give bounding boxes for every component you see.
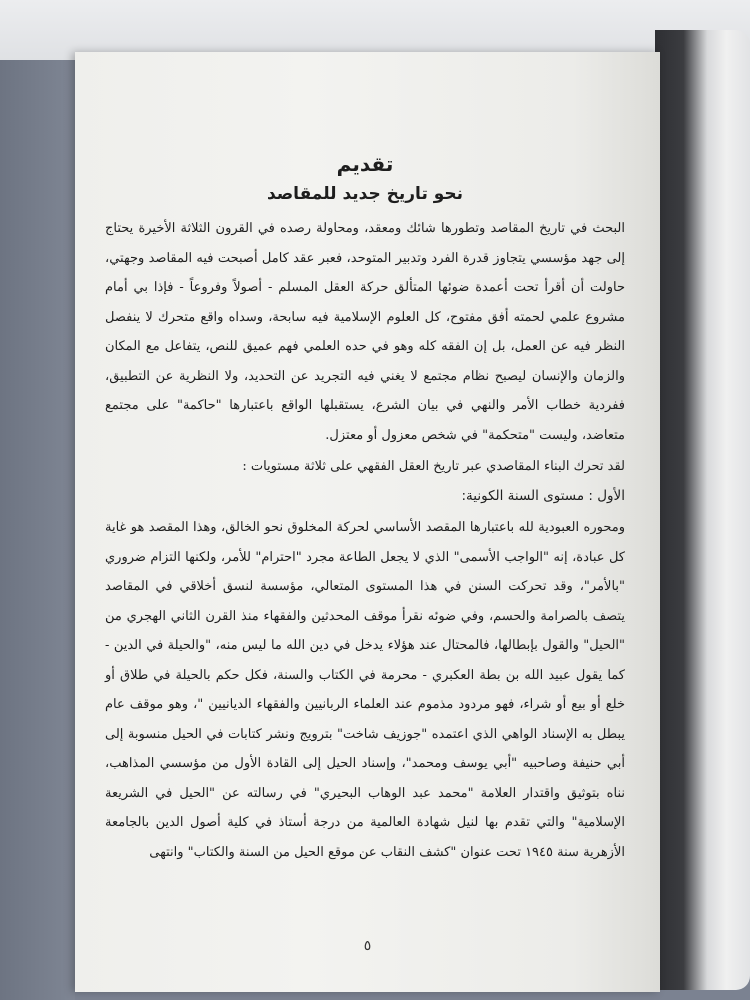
paragraph-intro: البحث في تاريخ المقاصد وتطورها شائك ومعقد، ومحاولة رصده في القرون الثلاثة الأخيرة يحتاج إلى جهد مؤسسي يتجاوز قدرة الفرد وتدبير المتوحد، فعبر عقد كامل أصبحت فيه المقاصد وجهتي، حاولت أن أقرأ تحت أعمدة ضوئها المتألق حركة العقل المسلم - أصولاً وفروعاً - فإذا بي أمام مشروع علمي لحمته أفق مفتوح، كل العلوم الإسلامية فيه سابحة، وسداه واقع متحرك لا ينفصل النظر فيه عن العمل، بل إن الفقه كله وهو في حده العلمي فهم عميق للنص، يتفاعل مع المكان والزمان والإنسان ليصبح نظام مجتمع لا يغني فيه التجريد عن التحديد، ولا النظرية عن التطبيق، ففردية خطاب الأمر والنهي في بيان الشرع، يستقبلها الواقع باعتبارها "حاكمة" على مجتمع متعاضد، وليست "متحكمة" في شخص معزول أو معتزل.	[105, 221, 625, 443]
book-cover-edge	[655, 30, 750, 990]
paragraph-levels: لقد تحرك البناء المقاصدي عبر تاريخ العقل الفقهي على ثلاثة مستويات :	[242, 459, 625, 474]
page-content	[105, 152, 625, 867]
page-title: تقديم	[336, 152, 394, 176]
page-number: ٥	[363, 938, 372, 954]
section-heading-first-level: الأول : مستوى السنة الكونية:	[461, 487, 625, 504]
paragraph-first-level: ومحوره العبودية لله باعتبارها المقصد الأساسي لحركة المخلوق نحو الخالق، وهذا المقصد هو غاية كل عبادة، إنه "الواجب الأسمى" الذي لا يجعل الطاعة مجرد "احترام" للأمر، ولكنها التزام ضروري "بالأمر"، وقد تحركت السنن في هذا المستوى المتعالي، مؤسسة لنسق أخلاقي في المقاصد يتصف بالصرامة والحسم، وفي ضوئه نقرأ موقف المحدثين والفقهاء منذ القرن الثاني الهجري من "الحيل" والقول بإبطالها، فالمحتال عند هؤلاء يدخل في دين الله ما ليس منه، "والحيلة في الدين - كما يقول عبيد الله بن بطة العكبري - محرمة في الكتاب والسنة، فكل حكم بالحيلة في طلاق أو خلع أو بيع أو شراء، فهو مردود مذموم عند العلماء الربانيين والفقهاء الديانيين "، وهو موقف عام يبطل به الإسناد الواهي الذي اعتمده "جوزيف شاخت" بترويج ونشر كتابات في الحيل منسوبة إلى أبي حنيفة وصاحبيه "أبي يوسف ومحمد"، وإسناد الحيل إلى القادة الأول من مؤسسي المذاهب، نناه بتوثيق واقتدار العلامة "محمد عبد الوهاب البحيري" في رسالته عن "الحيل في الشريعة الإسلامية" والتي تقدم بها لنيل شهادة العالمية من درجة أستاذ في كلية أصول الدين بالجامعة الأزهرية سنة ١٩٤٥ تحت عنوان "كشف النقاب عن موقع الحيل من السنة والكتاب" وانتهى	[105, 520, 625, 860]
page-subtitle: نحو تاريخ جديد للمقاصد	[266, 184, 464, 204]
book-page	[75, 52, 660, 992]
background-surface	[0, 0, 750, 60]
background-shadow	[0, 60, 75, 1000]
